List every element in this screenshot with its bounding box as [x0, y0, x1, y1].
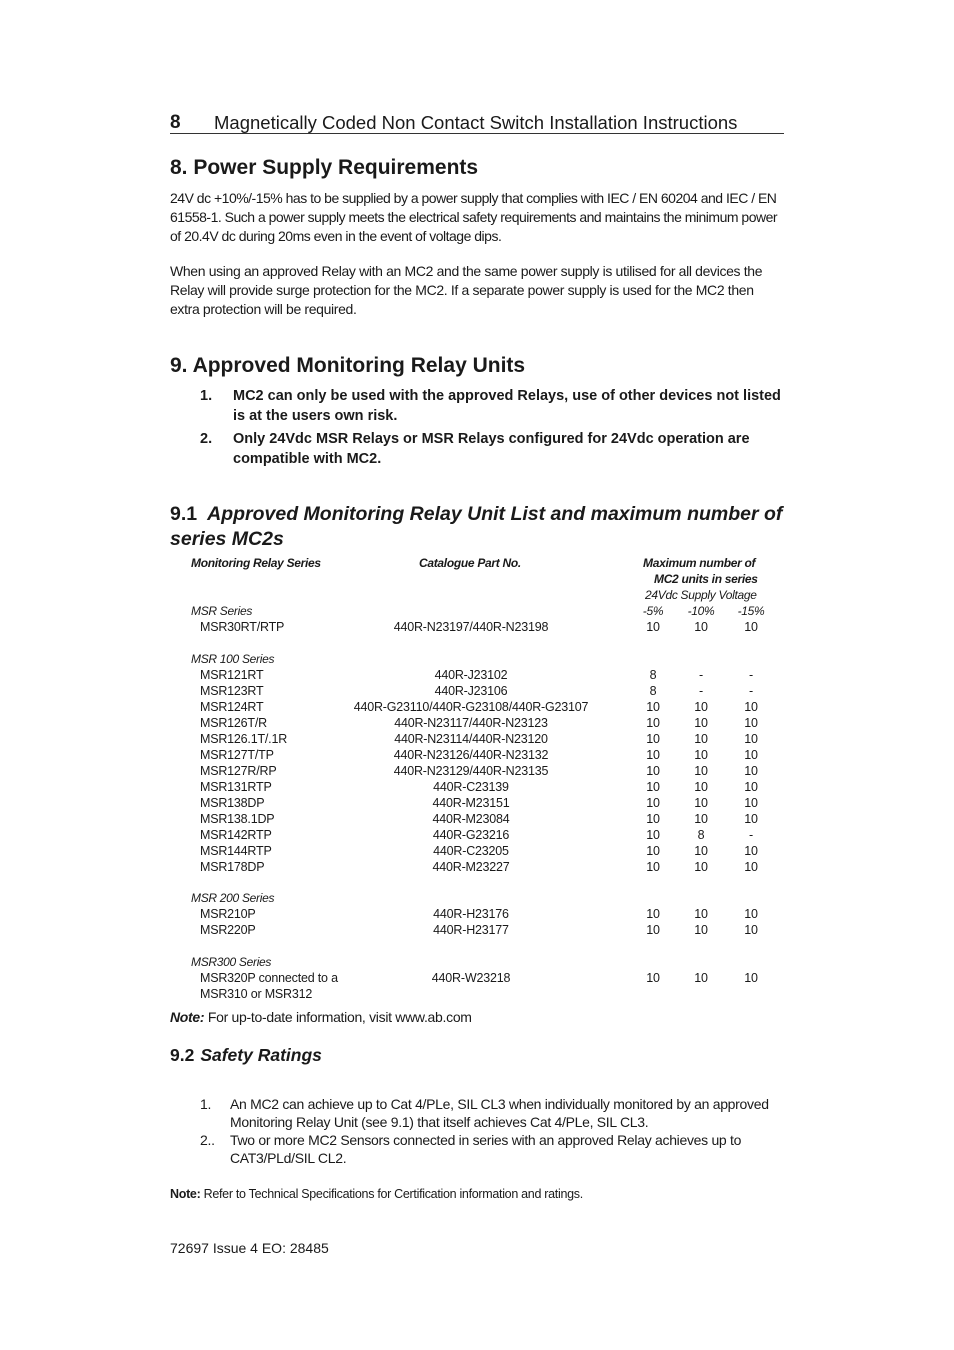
- part-cell: 440R-N23117/440R-N23123: [394, 716, 548, 730]
- section-title: Safety Ratings: [200, 1045, 322, 1065]
- value-cell: -: [749, 668, 753, 682]
- value-cell: 10: [744, 764, 758, 778]
- part-cell: 440R-N23114/440R-N23120: [394, 732, 548, 746]
- list-item-number: 2..: [200, 1132, 215, 1148]
- value-cell: 10: [744, 748, 758, 762]
- column-header-max-line2: MC2 units in series: [654, 572, 758, 586]
- value-cell: 10: [694, 844, 708, 858]
- model-cell: MSR210P: [200, 907, 256, 921]
- value-cell: 10: [744, 860, 758, 874]
- table-row: [0, 684, 954, 700]
- column-header-minus10: -10%: [687, 604, 715, 618]
- value-cell: 10: [646, 700, 660, 714]
- part-cell: 440R-C23139: [433, 780, 509, 794]
- part-cell: 440R-W23218: [431, 971, 511, 985]
- table-row: [0, 828, 954, 844]
- page-number: 8: [170, 112, 181, 133]
- value-cell: 10: [744, 971, 758, 985]
- value-cell: 10: [694, 780, 708, 794]
- group-label: MSR 200 Series: [191, 891, 275, 905]
- table-row: [0, 764, 954, 780]
- value-cell: 10: [744, 732, 758, 746]
- ratings-note: [170, 1187, 583, 1201]
- section-9-2-heading: [170, 1045, 322, 1066]
- value-cell: 10: [744, 700, 758, 714]
- list-item-text: An MC2 can achieve up to Cat 4/PLe, SIL CL3 when individually monitored by an approved Monitoring Relay Unit (see 9.1) that itself achieves Cat 4/PLe, SIL CL3.: [230, 1096, 769, 1130]
- value-cell: 10: [694, 716, 708, 730]
- list-item-number: 1.: [200, 388, 213, 404]
- column-header-max-line1: Maximum number of: [643, 556, 756, 570]
- value-cell: 10: [646, 748, 660, 762]
- value-cell: -: [749, 828, 753, 842]
- part-cell: 440R-N23197/440R-N23198: [393, 620, 549, 634]
- value-cell: 10: [646, 971, 660, 985]
- model-cell: MSR178DP: [200, 860, 265, 874]
- group-label: MSR 100 Series: [191, 652, 275, 666]
- table-row-continuation: [0, 987, 954, 1003]
- note-text: For up-to-date information, visit www.ab.com: [204, 1009, 472, 1025]
- value-cell: 10: [694, 700, 708, 714]
- value-cell: 10: [646, 796, 660, 810]
- table-row: [0, 860, 954, 876]
- value-cell: 10: [694, 907, 708, 921]
- column-header-series: Monitoring Relay Series: [191, 556, 321, 570]
- value-cell: 10: [646, 716, 660, 730]
- value-cell: -: [749, 684, 753, 698]
- table-row: [0, 668, 954, 684]
- value-cell: 10: [744, 780, 758, 794]
- table-row: [0, 780, 954, 796]
- model-cell: MSR138.1DP: [200, 812, 275, 826]
- table-row: [0, 700, 954, 716]
- part-cell: 440R-H23177: [433, 923, 509, 937]
- model-cell: MSR124RT: [200, 700, 264, 714]
- header-rule: [170, 133, 784, 134]
- value-cell: 8: [649, 684, 657, 698]
- part-cell: 440R-C23205: [433, 844, 509, 858]
- value-cell: 10: [646, 764, 660, 778]
- section-8-paragraph-2: When using an approved Relay with an MC2 and the same power supply is utilised for all devices the Relay will provide surge protection for the MC2. If a separate power supply is used for the MC2 then extra protection will be required.: [170, 263, 763, 317]
- value-cell: -: [699, 668, 703, 682]
- model-cell: MSR144RTP: [200, 844, 272, 858]
- value-cell: 10: [646, 620, 660, 634]
- model-cell: MSR220P: [200, 923, 256, 937]
- column-header-minus5: -5%: [642, 604, 664, 618]
- model-cell: MSR30RT/RTP: [200, 620, 285, 634]
- value-cell: 10: [646, 732, 660, 746]
- table-row: [0, 796, 954, 812]
- table-note: [170, 1009, 472, 1025]
- value-cell: 10: [694, 748, 708, 762]
- note-label: Note:: [170, 1187, 201, 1201]
- value-cell: 10: [744, 716, 758, 730]
- section-9-1-heading: [170, 502, 790, 552]
- model-cell: MSR123RT: [200, 684, 264, 698]
- part-cell: 440R-N23126/440R-N23132: [393, 748, 549, 762]
- model-cell: MSR320P connected to a: [200, 971, 338, 985]
- value-cell: 10: [744, 796, 758, 810]
- section-title: Approved Monitoring Relay Unit List and maximum number of series MC2s: [170, 503, 783, 550]
- table-row: [0, 620, 954, 636]
- table-row: [0, 907, 954, 923]
- part-cell: 440R-G23216: [432, 828, 510, 842]
- list-item-text: MC2 can only be used with the approved Relays, use of other devices not listed is at the users own risk.: [233, 388, 781, 424]
- column-header-part: Catalogue Part No.: [419, 556, 521, 570]
- list-item-text: Only 24Vdc MSR Relays or MSR Relays configured for 24Vdc operation are compatible with MC2.: [233, 431, 750, 467]
- group-label: MSR300 Series: [191, 955, 272, 969]
- table-row: [0, 716, 954, 732]
- value-cell: 10: [646, 828, 660, 842]
- model-cell: MSR131RTP: [200, 780, 272, 794]
- document-title: Magnetically Coded Non Contact Switch Installation Instructions: [214, 112, 738, 133]
- value-cell: 10: [694, 971, 708, 985]
- model-cell: MSR121RT: [200, 668, 264, 682]
- value-cell: 10: [744, 812, 758, 826]
- list-item-number: 2.: [200, 431, 213, 447]
- model-cell: MSR126.1T/.1R: [200, 732, 288, 746]
- part-cell: 440R-J23102: [434, 668, 508, 682]
- value-cell: 10: [646, 812, 660, 826]
- table-row: [0, 923, 954, 939]
- column-header-supply: 24Vdc Supply Voltage: [645, 588, 757, 602]
- value-cell: 10: [694, 860, 708, 874]
- model-cell: MSR138DP: [200, 796, 265, 810]
- section-8-heading: 8. Power Supply Requirements: [170, 156, 479, 179]
- group-label: MSR Series: [191, 604, 253, 618]
- footer-issue: 72697 Issue 4 EO: 28485: [170, 1240, 329, 1256]
- value-cell: 10: [694, 812, 708, 826]
- table-row: [0, 812, 954, 828]
- model-cell: MSR127R/RP: [200, 764, 277, 778]
- value-cell: 10: [694, 620, 708, 634]
- value-cell: 8: [697, 828, 705, 842]
- table-row: [0, 748, 954, 764]
- section-8-paragraph-1: 24V dc +10%/-15% has to be supplied by a power supply that complies with IEC / EN 60204 and IEC / EN 61558-1. Such a power supply meets the electrical safety requirements and maintains the minimum power of 20.4V dc during 20ms even in the event of voltage dips.: [170, 190, 778, 244]
- part-cell: 440R-N23129/440R-N23135: [393, 764, 549, 778]
- part-cell: 440R-J23106: [434, 684, 508, 698]
- value-cell: 10: [744, 620, 758, 634]
- column-header-minus15: -15%: [737, 604, 765, 618]
- table-row: [0, 971, 954, 987]
- value-cell: 10: [646, 923, 660, 937]
- value-cell: 10: [694, 764, 708, 778]
- value-cell: 10: [646, 780, 660, 794]
- section-number: 9.2: [170, 1045, 195, 1065]
- list-item-text: Two or more MC2 Sensors connected in series with an approved Relay achieves up to CAT3/PLd/SIL CL2.: [230, 1132, 742, 1166]
- part-cell: 440R-M23227: [432, 860, 510, 874]
- value-cell: 10: [694, 732, 708, 746]
- model-cell: MSR310 or MSR312: [200, 987, 313, 1001]
- model-cell: MSR126T/R: [200, 716, 267, 730]
- value-cell: 10: [744, 923, 758, 937]
- model-cell: MSR127T/TP: [200, 748, 274, 762]
- note-label: Note:: [170, 1009, 205, 1025]
- value-cell: 10: [694, 796, 708, 810]
- value-cell: 10: [646, 907, 660, 921]
- value-cell: 10: [646, 844, 660, 858]
- value-cell: 8: [649, 668, 657, 682]
- list-item-number: 1.: [200, 1096, 212, 1112]
- value-cell: 10: [744, 844, 758, 858]
- part-cell: 440R-M23084: [432, 812, 510, 826]
- part-cell: 440R-H23176: [433, 907, 509, 921]
- part-cell: 440R-G23110/440R-G23108/440R-G23107: [353, 700, 589, 714]
- value-cell: 10: [744, 907, 758, 921]
- value-cell: 10: [646, 860, 660, 874]
- note-text: Refer to Technical Specifications for Certification information and ratings.: [200, 1187, 583, 1201]
- section-9-heading: 9. Approved Monitoring Relay Units: [170, 354, 526, 377]
- model-cell: MSR142RTP: [200, 828, 272, 842]
- table-row: [0, 844, 954, 860]
- part-cell: 440R-M23151: [432, 796, 510, 810]
- table-row: [0, 732, 954, 748]
- value-cell: -: [699, 684, 703, 698]
- value-cell: 10: [694, 923, 708, 937]
- section-number: 9.1: [170, 503, 198, 525]
